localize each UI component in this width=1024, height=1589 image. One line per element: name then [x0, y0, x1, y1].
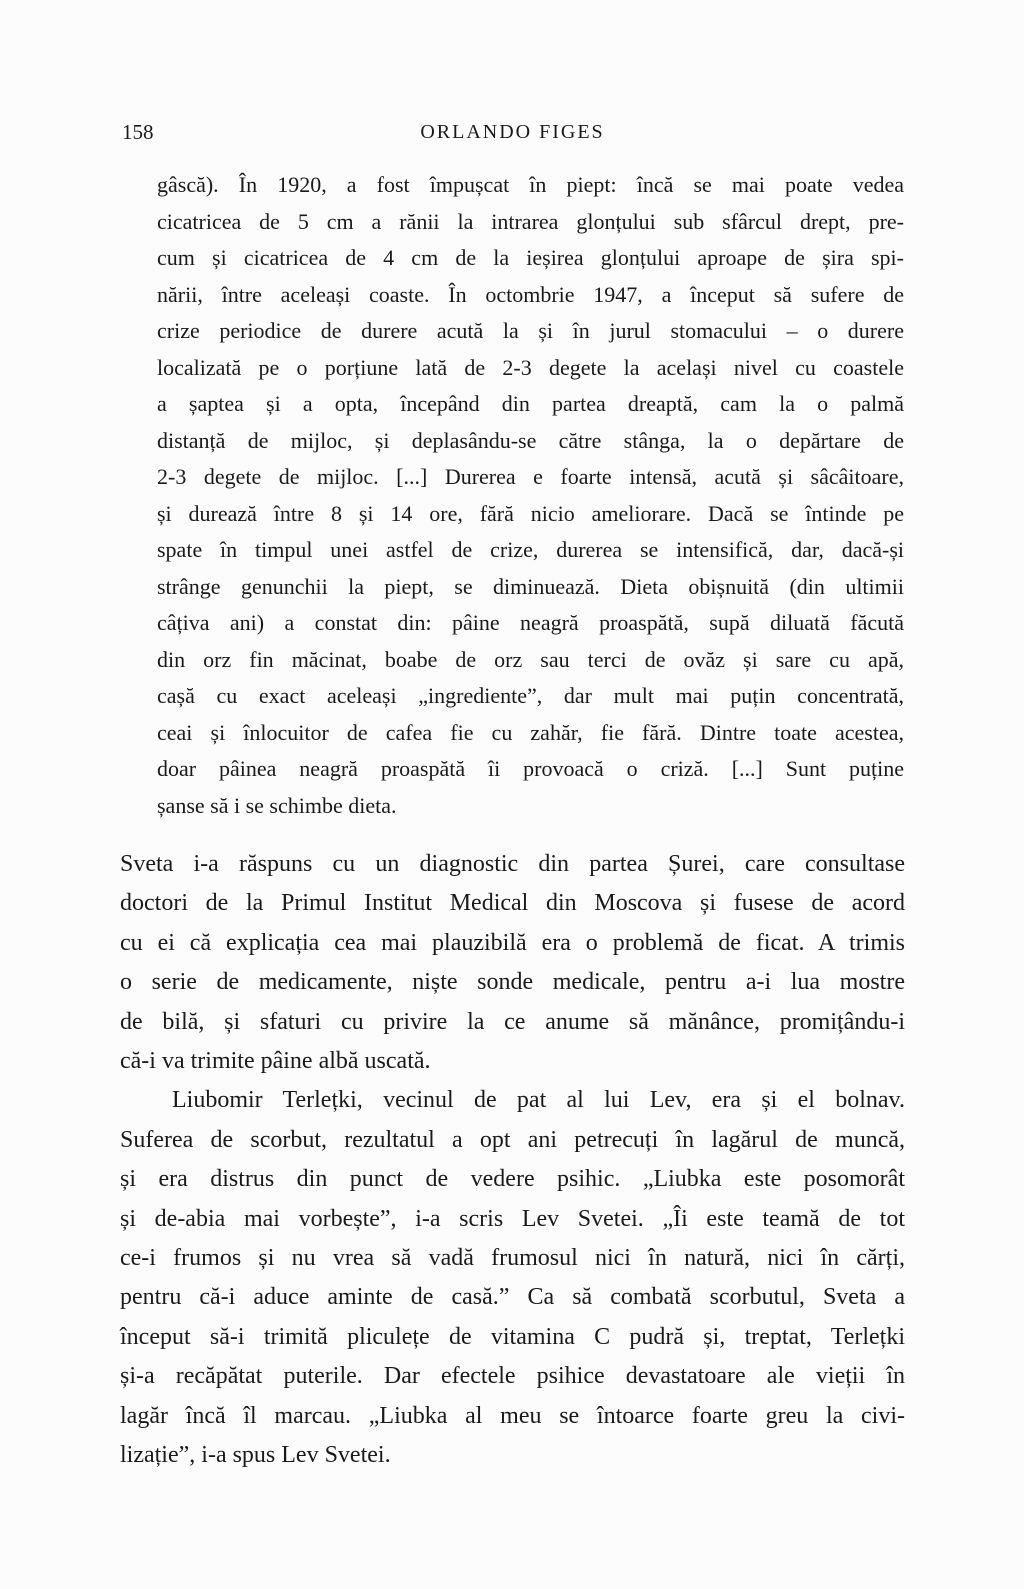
- text-line: că-i va trimite pâine albă uscată.: [120, 1048, 431, 1075]
- text-line: ce-i frumos și nu vrea să vadă frumosul nici în natură, nici în cărți,: [120, 1245, 905, 1272]
- text-line: din orz fin măcinat, boabe de orz sau terci de ovăz și sare cu apă,: [157, 646, 904, 672]
- text-line: cicatricea de 5 cm a rănii la intrarea glonțului sub sfârcul drept, pre-: [157, 208, 904, 234]
- text-line: lagăr încă îl marcau. „Liubka al meu se întoarce foarte greu la civi-: [120, 1402, 905, 1429]
- paragraph: [120, 845, 905, 1081]
- text-line: și-a recăpătat puterile. Dar efectele psihice devastatoare ale vieții în: [120, 1363, 905, 1390]
- text-line: spate în timpul unei astfel de crize, durerea se intensifică, dar, dacă-și: [157, 537, 904, 562]
- text-line: început să-i trimită pliculețe de vitamina C pudră și, treptat, Terlețki: [120, 1323, 905, 1350]
- text-line: și era distrus din punct de vedere psihic. „Liubka este posomorât: [120, 1166, 905, 1193]
- text-line: localizată pe o porțiune lată de 2-3 degete la același nivel cu coastele: [157, 354, 904, 380]
- text-line: 2-3 degete de mijloc. [...] Durerea e foarte intensă, acută și sâcâitoare,: [157, 464, 904, 489]
- text-line: lizație”, i-a spus Lev Svetei.: [120, 1442, 391, 1469]
- text-line: și durează între 8 și 14 ore, fără nicio ameliorare. Dacă se întinde pe: [157, 500, 904, 526]
- text-line: gâscă). În 1920, a fost împușcat în piept: încă se mai poate vedea: [157, 172, 904, 197]
- text-line: câțiva ani) a constat din: pâine neagră proaspătă, supă diluată făcută: [157, 610, 904, 635]
- text-line: Liubomir Terlețki, vecinul de pat al lui Lev, era și el bolnav.: [172, 1087, 905, 1114]
- text-line: ceai și înlocuitor de cafea fie cu zahăr, fie fără. Dintre toate acestea,: [157, 719, 904, 745]
- text-line: crize periodice de durere acută la și în jurul stomacului – o durere: [157, 318, 904, 343]
- text-line: a șaptea și a opta, începând din partea dreaptă, cam la o palmă: [157, 391, 904, 416]
- text-line: nării, între aceleași coaste. În octombrie 1947, a început să sufere de: [157, 281, 904, 307]
- text-line: cum și cicatricea de 4 cm de la ieșirea glonțului aproape de șira spi-: [157, 245, 904, 270]
- text-line: cu ei că explicația cea mai plauzibilă era o problemă de ficat. A trimis: [120, 929, 905, 956]
- text-line: o serie de medicamente, niște sonde medicale, pentru a-i lua mostre: [120, 969, 905, 996]
- text-line: cașă cu exact aceleași „ingrediente”, dar mult mai puțin concentrată,: [157, 683, 904, 708]
- paragraph: [120, 1081, 905, 1475]
- text-line: șanse să i se schimbe dieta.: [157, 792, 397, 818]
- block-quote: [157, 167, 904, 824]
- running-header: ORLANDO FIGES: [420, 121, 605, 143]
- text-line: Suferea de scorbut, rezultatul a opt ani petrecuți în lagărul de muncă,: [120, 1126, 905, 1153]
- text-line: pentru că-i aduce aminte de casă.” Ca să combată scorbutul, Sveta a: [120, 1284, 905, 1311]
- text-line: distanță de mijloc, și deplasându-se către stânga, la o depărtare de: [157, 427, 904, 453]
- body-text: [120, 845, 905, 1476]
- text-line: doar pâinea neagră proaspătă îi provoacă o criză. [...] Sunt puține: [157, 756, 904, 781]
- text-line: strânge genunchii la piept, se diminuează. Dieta obișnuită (din ultimii: [157, 573, 904, 599]
- text-line: de bilă, și sfaturi cu privire la ce anume să mănânce, promițându-i: [120, 1008, 905, 1035]
- page-number: 158: [122, 120, 154, 144]
- text-line: doctori de la Primul Institut Medical din Moscova și fusese de acord: [120, 890, 905, 917]
- text-line: și de-abia mai vorbește”, i-a scris Lev Svetei. „Îi este teamă de tot: [120, 1205, 905, 1232]
- text-line: Sveta i-a răspuns cu un diagnostic din partea Șurei, care consultase: [120, 851, 905, 877]
